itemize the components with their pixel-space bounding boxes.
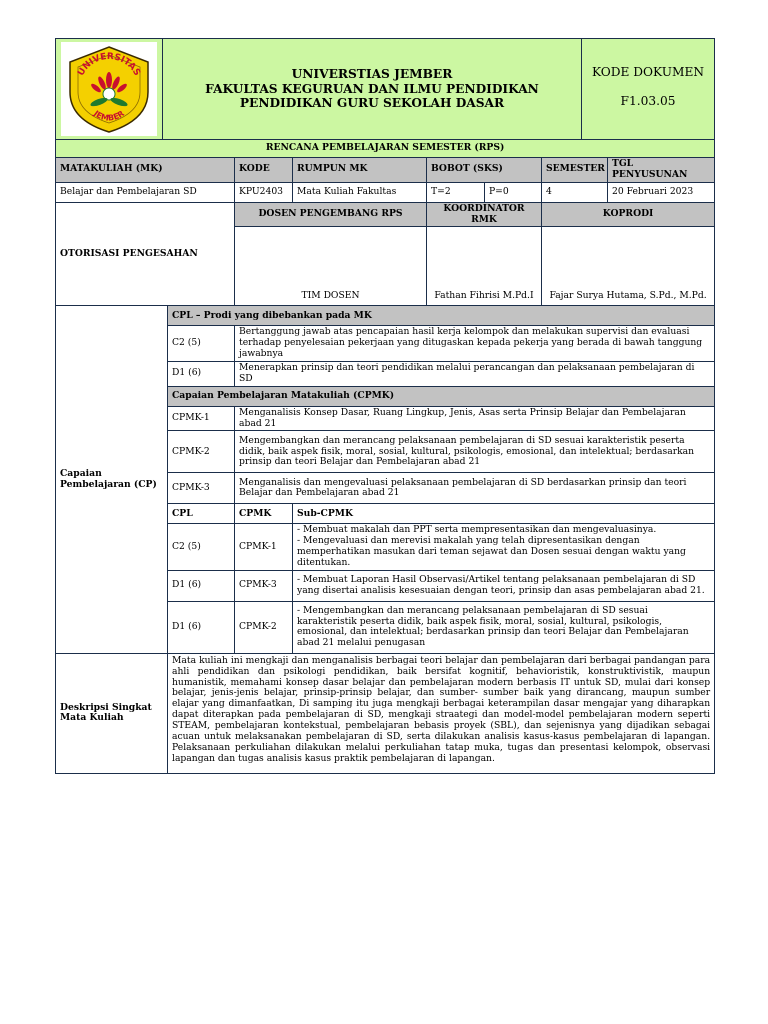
signature-koprodi: Fajar Surya Hutama, S.Pd., M.Pd. [542, 227, 715, 306]
faculty-name: FAKULTAS KEGURUAN DAN ILMU PENDIDIKAN [205, 81, 539, 96]
sub-header-cpmk: CPMK [235, 504, 293, 524]
document-code-value: F1.03.05 [620, 93, 676, 108]
header-koprodi: KOPRODI [542, 202, 715, 227]
header-matakuliah: MATAKULIAH (MK) [56, 158, 235, 183]
sub-cpl: C2 (5) [168, 524, 235, 570]
header-rumpun: RUMPUN MK [293, 158, 427, 183]
logo-text-top: UNIVERSITAS [76, 51, 142, 78]
cpl-section-title: CPL – Prodi yang dibebankan pada MK [168, 306, 715, 326]
cpmk-code: CPMK-1 [168, 406, 235, 431]
cpl-code: D1 (6) [168, 362, 235, 387]
course-name: Belajar dan Pembelajaran SD [56, 182, 235, 202]
course-code: KPU2403 [235, 182, 293, 202]
sub-cpmk-line: - Mengevaluasi dan merevisi makalah yang telah dipresentasikan dengan memperhatikan masukan dari teman sejawat dan Dosen sesuai dengan waktu yang ditentukan. [297, 535, 686, 569]
institution-cell [163, 39, 582, 140]
course-bobot-p: P=0 [485, 182, 542, 202]
header-kode: KODE [235, 158, 293, 183]
document-code-cell [582, 39, 715, 140]
header-semester: SEMESTER [542, 158, 608, 183]
course-bobot-t: T=2 [427, 182, 485, 202]
course-rumpun: Mata Kuliah Fakultas [293, 182, 427, 202]
logo-text-bottom: JEMBER [92, 108, 126, 123]
header-table [55, 38, 715, 140]
deskripsi-text: Mata kuliah ini mengkaji dan menganalisis berbagai teori belajar dan pembelajaran dari berbagai pandangan para ahli pendidikan dan psikologi pendidikan, baik bersifat kognitif, behavioristik, konstruktivistik, maupun humanistik, memahami konsep dasar belajar dan pembelajaran modern berbasis IT untuk SD, mulai dari konsep belajar, jenis-jenis belajar, prinsip-prinsip belajar, dan sumber- sumber baik yang dirancang, maupun sumber elajar yang dimanfaatkan, Di samping itu juga mengkaji berbagai keterampilan dasar mengajar yang diharapkan dapat diterapkan pada pembelajaran di SD, mengkaji straategi dan model-model pembelajaran modern seperti STEAM, pembelajaran kontekstual, pembelajaran bebasis proyek (SBL), dan sejenisnya yang dijadikan sebagai acuan untuk melaksanakan pembelajaran di SD, serta dilakukan analisis kasus-kasus pembelajaran di lapangan. Pelaksanaan perkuliahan dilakukan melalui perkuliahan tatap muka, tugas dan presentasi kelompok, observasi lapangan dan tugas analisis kasus praktik pembelajaran di lapangan. [168, 653, 715, 773]
otorisasi-label: OTORISASI PENGESAHAN [56, 202, 235, 306]
sub-header-cpl: CPL [168, 504, 235, 524]
sub-cpmk-line: - Mengembangkan dan merancang pelaksanaan pembelajaran di SD sesuai karakteristik peserta didik, baik aspek fisik, moral, sosial, kultural, psikologis, emosional, dan intelektual; berdasarkan prinsip dan teori Belajar dan Pembelajaran abad 21 melalui penugasan [297, 604, 689, 649]
header-bobot: BOBOT (SKS) [427, 158, 542, 183]
sub-cpmk: CPMK-2 [235, 601, 293, 653]
program-name: PENDIDIKAN GURU SEKOLAH DASAR [239, 96, 505, 111]
cpl-code: C2 (5) [168, 326, 235, 362]
signature-koordinator: Fathan Fihrisi M.Pd.I [427, 227, 542, 306]
university-name: UNIVERSTIAS JEMBER [291, 67, 453, 82]
sub-cpmk: CPMK-1 [235, 524, 293, 570]
header-dosen-pengembang: DOSEN PENGEMBANG RPS [235, 202, 427, 227]
document-code-label: KODE DOKUMEN [591, 65, 705, 79]
sub-cpmk-line: - Membuat makalah dan PPT serta mempresentasikan dan mengevaluasinya. [297, 524, 657, 536]
sub-cpmk: CPMK-3 [235, 570, 293, 601]
sub-cpmk-line: - Membuat Laporan Hasil Observasi/Artikel tentang pelaksanaan pembelajaran di SD yang disertai analisis kesesuaian dengan teori, prinsip dan asas pembelajaran abad 21. [297, 574, 705, 596]
header-koordinator: KOORDINATOR RMK [427, 202, 542, 227]
logo-cell [56, 39, 163, 140]
sub-cpmk-text [293, 601, 715, 653]
cpl-text: Bertanggung jawab atas pencapaian hasil kerja kelompok dan melakukan supervisi dan evaluasi terhadap penyelesaian pekerjaan yang ditugaskan kepada pekerja yang berada di bawah tanggung jawabnya [235, 326, 715, 362]
course-date: 20 Februari 2023 [608, 182, 715, 202]
deskripsi-label: Deskripsi Singkat Mata Kuliah [56, 653, 168, 773]
header-tgl: TGL PENYUSUNAN [608, 158, 715, 183]
cpmk-code: CPMK-2 [168, 431, 235, 473]
sub-cpmk-text [293, 524, 715, 570]
sub-cpl: D1 (6) [168, 570, 235, 601]
rps-title: RENCANA PEMBELAJARAN SEMESTER (RPS) [56, 140, 715, 158]
sub-header-subcpmk: Sub-CPMK [293, 504, 715, 524]
cpmk-text: Mengembangkan dan merancang pelaksanaan pembelajaran di SD sesuai karakteristik peserta didik, baik aspek fisik, moral, sosial, kultural, psikologis, emosional, dan intelektual; berdasarkan prinsip dan teori Belajar dan Pembelajaran abad 21 [235, 431, 715, 473]
signature-dosen: TIM DOSEN [235, 227, 427, 306]
cpmk-text: Menganalisis Konsep Dasar, Ruang Lingkup, Jenis, Asas serta Prinsip Belajar dan Pembelajaran abad 21 [235, 406, 715, 431]
cpmk-section-title: Capaian Pembelajaran Matakuliah (CPMK) [168, 386, 715, 406]
university-seal-icon [61, 42, 157, 136]
sub-cpl: D1 (6) [168, 601, 235, 653]
course-semester: 4 [542, 182, 608, 202]
cp-label: Capaian Pembelajaran (CP) [56, 306, 168, 653]
cpmk-code: CPMK-3 [168, 473, 235, 504]
rps-document [55, 38, 714, 774]
sub-cpmk-text [293, 570, 715, 601]
rps-table [55, 139, 715, 774]
cpmk-text: Menganalisis dan mengevaluasi pelaksanaan pembelajaran di SD berdasarkan prinsip dan teori Belajar dan Pembelajaran abad 21 [235, 473, 715, 504]
cpl-text: Menerapkan prinsip dan teori pendidikan melalui perancangan dan pelaksanaan pembelajaran di SD [235, 362, 715, 387]
